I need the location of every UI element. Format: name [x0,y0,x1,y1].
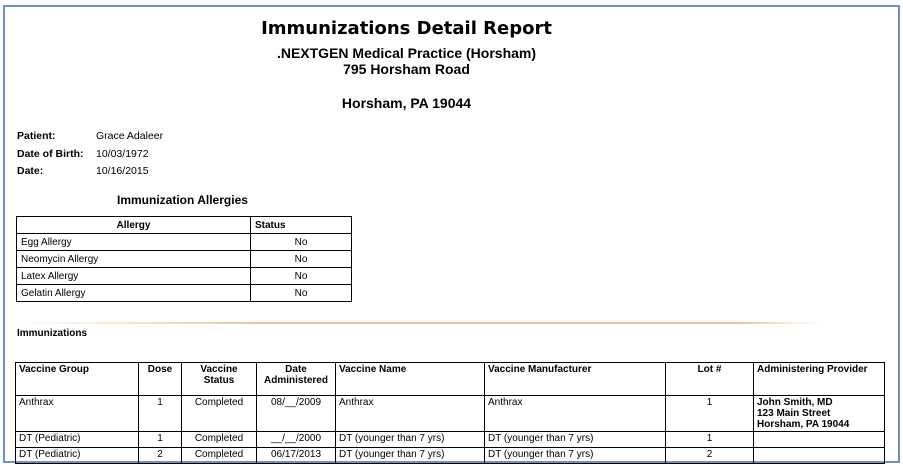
patient-value: Grace Adaleer [96,130,164,142]
lot-cell: 2 [666,448,754,464]
vaccine-name-cell: DT (younger than 7 yrs) [336,448,485,464]
vaccine-name-cell: DT (younger than 7 yrs) [336,432,485,448]
vaccine-manufacturer-cell: Anthrax [485,396,666,432]
vaccine-group-cell: DT (Pediatric) [16,432,139,448]
allergies-table [16,216,352,302]
provider-city: Horsham, PA 19044 [757,419,850,430]
administering-provider-cell [754,448,885,464]
date-administered-cell: __/__/2000 [257,432,336,448]
dose-cell: 1 [139,396,182,432]
vaccine-manufacturer-header: Vaccine Manufacturer [485,363,666,396]
dose-cell: 2 [139,448,182,464]
allergy-column-header: Allergy [17,217,251,234]
dose-cell: 1 [139,432,182,448]
lot-cell: 1 [666,432,754,448]
administering-provider-cell [754,396,885,432]
report-title: Immunizations Detail Report [261,18,552,39]
date-value: 10/16/2015 [96,165,149,177]
date-administered-cell: 08/__/2009 [257,396,336,432]
patient-label: Patient: [17,130,56,142]
table-row [17,285,352,302]
allergy-cell: Egg Allergy [17,234,251,251]
status-column-header: Status [251,217,352,234]
dob-label: Date of Birth: [17,148,84,160]
status-cell: No [251,234,352,251]
table-row [17,251,352,268]
table-row [17,268,352,285]
immunizations-header-row [16,363,885,396]
allergies-heading: Immunization Allergies [117,193,248,207]
vaccine-status-cell: Completed [182,396,257,432]
lot-cell: 1 [666,396,754,432]
vaccine-manufacturer-cell: DT (younger than 7 yrs) [485,432,666,448]
vaccine-name-cell: Anthrax [336,396,485,432]
provider-street: 123 Main Street [757,408,831,419]
vaccine-group-header: Vaccine Group [16,363,139,396]
practice-address-line2: Horsham, PA 19044 [341,95,472,111]
provider-name: John Smith, MD [757,397,833,408]
vaccine-status-cell: Completed [182,432,257,448]
date-label: Date: [17,165,44,177]
allergy-cell: Gelatin Allergy [17,285,251,302]
administering-provider-header: Administering Provider [754,363,885,396]
vaccine-group-cell: DT (Pediatric) [16,448,139,464]
lot-header: Lot # [666,363,754,396]
status-cell: No [251,268,352,285]
immunizations-table [15,362,885,464]
vaccine-manufacturer-cell: DT (younger than 7 yrs) [485,448,666,464]
table-row [16,448,885,464]
immunizations-heading: Immunizations [17,328,88,339]
practice-address-line1: 795 Horsham Road [343,61,470,77]
table-row [16,396,885,432]
section-divider [16,322,821,324]
vaccine-name-header: Vaccine Name [336,363,485,396]
allergy-cell: Neomycin Allergy [17,251,251,268]
vaccine-status-cell: Completed [182,448,257,464]
allergies-header-row [17,217,352,234]
table-row [17,234,352,251]
practice-name: .NEXTGEN Medical Practice (Horsham) [276,45,537,61]
administering-provider-cell [754,432,885,448]
allergy-cell: Latex Allergy [17,268,251,285]
dob-value: 10/03/1972 [96,148,149,160]
dose-header: Dose [139,363,182,396]
vaccine-group-cell: Anthrax [16,396,139,432]
status-cell: No [251,251,352,268]
table-row [16,432,885,448]
vaccine-status-header: Vaccine Status [182,363,257,396]
status-cell: No [251,285,352,302]
date-administered-cell: 06/17/2013 [257,448,336,464]
date-administered-header: Date Administered [257,363,336,396]
